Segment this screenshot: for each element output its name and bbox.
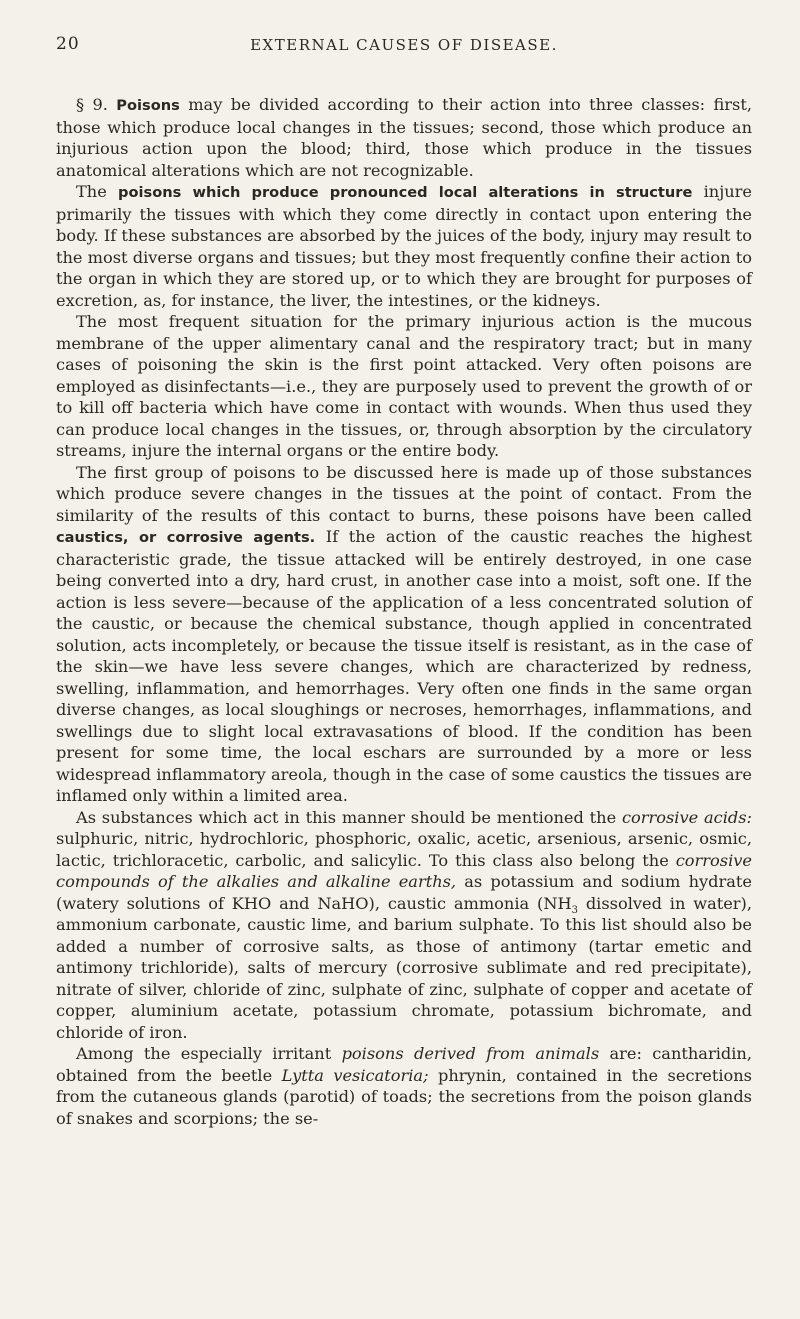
paragraph-text: dissolved in water), ammonium carbonate, caustic lime, and barium sulphate. To this list should also be added a number of corrosive salts, as those of antimony (tartar emetic and antimony trichloride), salts of mercury (corrosive sublimate and red precipitate), nitrate of silver, chloride of zinc, sulphate of zinc, sulphate of copper and acetate of copper, aluminium acetate, potassium chromate, potassium bichromate, and chloride of iron. (56, 893, 753, 1042)
paragraph-text: are: cantharidin, obtained from the beetle (56, 1044, 752, 1085)
paragraph-text: phrynin, contained in the secretions from the cutaneous glands (parotid) of toads; the secretions from the poison glands of snakes and scorpions; the se- (56, 1065, 752, 1128)
paragraph-text: injure primarily the tissues with which they come directly in contact upon entering the body. If these substances are absorbed by the juices of the body, injury may result to the most diverse organs and tissues; but they most frequently confine their action to the organ in which they are stored up, or to which they are brought for purposes of excretion, as, for instance, the liver, the intestines, or the kidneys. (56, 182, 752, 310)
paragraph-text: sulphuric, nitric, hydrochloric, phosphoric, oxalic, acetic, arsenious, arsenic, osmic, lactic, trichloracetic, carbolic, and salicylic. To this class also belong the (56, 829, 752, 870)
paragraph-animal-poisons (56, 1043, 752, 1129)
paragraph-caustics (56, 462, 752, 807)
paragraph-text: The most frequent situation for the primary injurious action is the mucous membrane of the upper alimentary canal and the respiratory tract; but in many cases of poisoning the skin is the first point attacked. Very often poisons are employed as disinfectants—i.e., they are purposely used to prevent the growth of or to kill off bacteria which have come in contact with wounds. When thus used they can produce local changes in the tissues, or, through absorption by the circulatory streams, injure the internal organs or the entire body. (56, 312, 752, 460)
paragraph-text: The first group of poisons to be discussed here is made up of those substances which produce severe changes in the tissues at the point of contact. From the similarity of the results of this contact to burns, these poisons have been called (56, 462, 752, 525)
paragraph-text: As substances which act in this manner should be mentioned the (76, 807, 617, 827)
paragraph-lead: The (76, 182, 107, 201)
page-header (56, 28, 752, 62)
paragraph-text: If the action of the caustic reaches the highest characteristic grade, the tissue attacked will be entirely destroyed, in one case being converted into a dry, hard crust, in another case into a moist, soft one. If the action is less severe—because of the application of a less concentrated solution of the caustic, or because the chemical substance, though applied in concentrated solution, acts incompletely, or because the tissue itself is resistant, as in the case of the skin—we have less severe changes, which are characterized by redness, swelling, inflammation, and hemorrhages. Very often one finds in the same organ diverse changes, as local sloughings or necroses, hemorrhages, inflammations, and swellings due to slight local extravasations of blood. If the condition has been present for some time, the local eschars are surrounded by a more or less widespread inflammatory areola, though in the case of some caustics the tissues are inflamed only within a limited area. (56, 527, 753, 805)
body-text (56, 94, 752, 1129)
paragraph-text: Among the especially irritant (76, 1044, 332, 1063)
italic-term-lytta: Lytta vesicatoria; (281, 1065, 429, 1085)
page-number: 20 (56, 34, 80, 54)
run-in-heading-caustics: caustics, or corrosive agents. (56, 529, 316, 546)
run-in-heading-local-alterations: poisons which produce pronounced local alterations in structure (118, 184, 693, 201)
italic-term-animal-poisons: poisons derived from animals (341, 1044, 600, 1063)
paragraph-corrosive-substances (56, 807, 752, 1044)
paragraph-text: as potassium and sodium hydrate (watery solutions of KHO and NaHO), caustic ammonia (NH (56, 872, 752, 913)
italic-term-alkalies: corrosive compounds of the alkalies and alkaline earths, (56, 850, 752, 891)
section-mark: § 9. (76, 95, 108, 114)
paragraph-poisons-classes (56, 94, 752, 181)
paragraph-local-alterations (56, 181, 752, 311)
paragraph-text: may be divided according to their action into three classes: first, those which produce local changes in the tissues; second, those which produce an injurious action upon the blood; third, those which produce in the tissues anatomical alterations which are not recognizable. (56, 95, 752, 180)
subscript-three: 3 (571, 904, 578, 916)
running-head: EXTERNAL CAUSES OF DISEASE. (250, 36, 558, 54)
run-in-heading-poisons: Poisons (116, 97, 180, 114)
italic-term-corrosive-acids: corrosive acids: (621, 807, 753, 827)
paragraph-primary-action (56, 311, 752, 462)
